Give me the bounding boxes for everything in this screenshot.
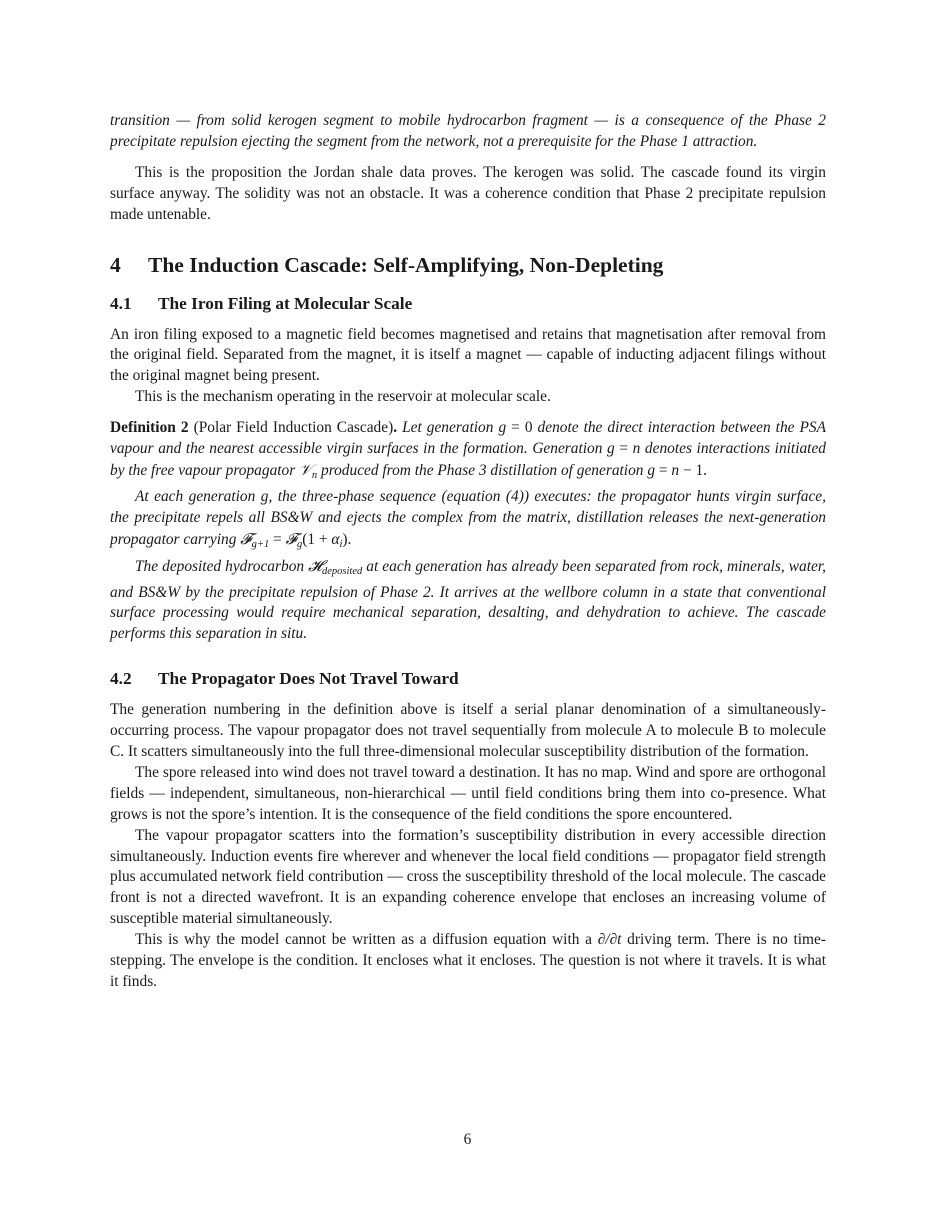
definition-title: (Polar Field Induction Cascade) [193, 419, 394, 437]
page-number: 6 [463, 1131, 472, 1148]
definition-deposited-paragraph [110, 556, 826, 646]
mechanism-paragraph: This is the mechanism operating in the reservoir at molecular scale. [135, 388, 551, 406]
paragraph-text: driving term. There is no time-stepping. The envelope is the condition. It encloses what it encloses. The question is not where it travels. It is what it finds. [110, 931, 826, 990]
math-symbol: 𝓕 [285, 529, 297, 548]
definition-text: denotes interactions initiated by the free vapour propagator [110, 440, 826, 479]
math-op: − 1. [679, 461, 708, 479]
proposition-paragraph: This is the proposition the Jordan shale data proves. The kerogen was solid. The cascade found its virgin surface anyway. The solidity was not an obstacle. It was a coherence condition that Phase 2 precipitate repulsion made untenable. [110, 163, 826, 223]
page-body [110, 111, 826, 993]
subsection-heading [110, 668, 826, 690]
math-expression: ∂/∂t [597, 931, 622, 949]
math-subscript: deposited [322, 565, 363, 577]
math-symbol: 𝓗 [308, 556, 323, 575]
subsection-number: 4.1 [110, 293, 132, 313]
math-subscript: i [339, 538, 343, 550]
section-number: 4 [110, 252, 121, 277]
math-op: (1 + [302, 530, 332, 548]
math-symbol: 𝒱 [299, 460, 312, 479]
definition-text: produced from the Phase 3 distillation of generation [317, 461, 648, 479]
definition-text: denote the direct interaction between the PSA vapour and the nearest accessible virgin surfaces in the formation. Generation [110, 419, 826, 458]
math-var: g [498, 419, 507, 437]
paragraph-text: This is why the model cannot be written as a diffusion equation with a [135, 931, 598, 949]
diffusion-paragraph [110, 930, 826, 993]
continuation-paragraph: transition — from solid kerogen segment to mobile hydrocarbon fragment — is a consequence of the Phase 2 precipitate repulsion ejecting the segment from the network, not a prerequisite for the Phase 1 attraction. [110, 112, 826, 150]
definition-label: Definition 2 [110, 419, 189, 437]
subsection-number: 4.2 [110, 669, 132, 689]
math-symbol: 𝓕 [240, 529, 252, 548]
math-var: α [331, 530, 340, 548]
definition-text: , the three-phase sequence (equation (4)) executes: the propagator hunts virgin surface, the precipitate repels all BS&W and ejects the complex from the matrix, distillation releases the next-generation propagator carrying [110, 487, 826, 548]
definition-text: The deposited hydrocarbon [135, 557, 309, 575]
section-heading [110, 252, 826, 278]
math-var: n [671, 461, 680, 479]
math-var: g [607, 440, 615, 458]
generation-numbering-paragraph: The generation numbering in the definition above is itself a serial planar denomination of a simultaneously-occurring process. The vapour propagator does not travel sequentially from molecule A to molecule B to molecule C. It scatters simultaneously into the full three-dimensional molecular susceptibility distribution of the formation. [110, 701, 826, 761]
math-op: = [614, 440, 633, 458]
subsection-heading [110, 293, 826, 315]
math-subscript: n [311, 469, 318, 481]
definition-dot: . [393, 419, 398, 437]
definition-text: At each generation [135, 487, 261, 505]
propagator-scatter-paragraph: The vapour propagator scatters into the formation’s susceptibility distribution in every accessible direction simultaneously. Induction events fire wherever and whenever the local field conditions — propagator field strength plus accumulated network field contribution — cross the susceptibility threshold of the local molecule. The cascade front is not a directed wavefront. It is an expanding coherence envelope that encloses an increasing volume of susceptible material simultaneously. [110, 826, 826, 928]
subsection-title: The Iron Filing at Molecular Scale [158, 293, 413, 313]
subsection-title: The Propagator Does Not Travel Toward [158, 669, 459, 689]
section-title: The Induction Cascade: Self-Amplifying, Non-Depleting [148, 252, 664, 277]
math-subscript: g [296, 538, 303, 550]
spore-paragraph: The spore released into wind does not travel toward a destination. It has no map. Wind and spore are orthogonal fields — independent, simultaneous, non-hierarchical — until field conditions bring them into co-presence. What grows is not the spore’s intention. It is the consequence of the field conditions the spore encountered. [110, 763, 826, 823]
definition-paragraph [110, 418, 826, 487]
definition-generation-paragraph [110, 487, 826, 556]
math-op: = [655, 461, 672, 479]
math-op: ). [342, 530, 352, 548]
math-op: = 0 [506, 419, 533, 437]
iron-filing-paragraph: An iron filing exposed to a magnetic field becomes magnetised and retains that magnetisation after removal from the original field. Separated from the magnet, it is itself a magnet — capable of inducting adjacent filings without the original magnet being present. [110, 325, 826, 385]
math-subscript: g+1 [251, 538, 270, 550]
math-var: g [647, 461, 656, 479]
definition-text: Let generation [402, 419, 499, 437]
definition-text: at each generation has already been separated from rock, minerals, water, and BS&W by the precipitate repulsion of Phase 2. It arrives at the wellbore column in a state that conventional surface processing would require mechanical separation, desalting, and dehydration to achieve. The cascade performs this separation in situ. [110, 557, 826, 643]
math-var: n [632, 440, 641, 458]
math-var: g [260, 487, 269, 505]
math-op: = [269, 530, 286, 548]
